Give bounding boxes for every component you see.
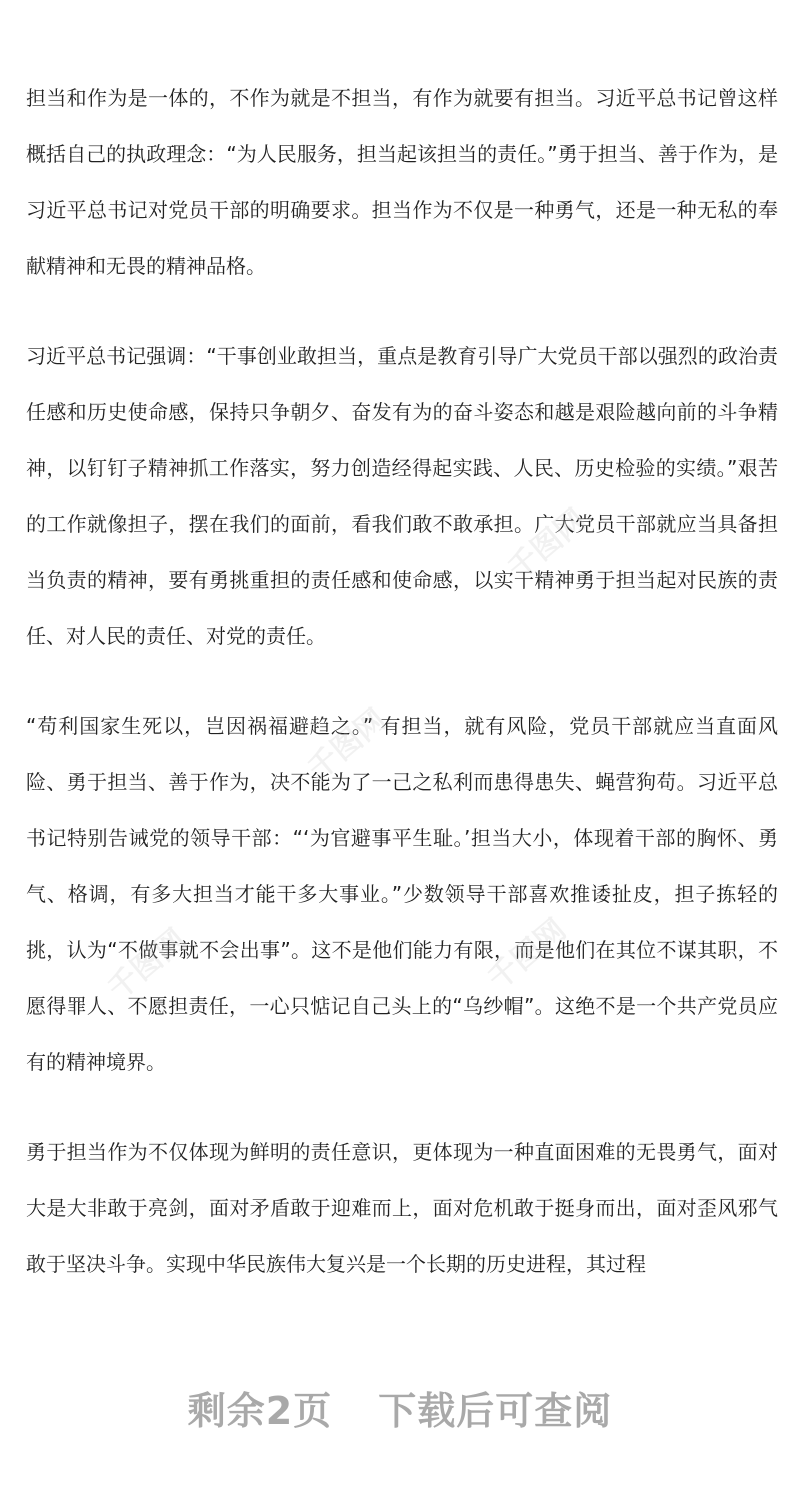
download-to-view-label: 下载后可查阅 xyxy=(378,1389,613,1433)
document-body xyxy=(26,70,778,1326)
watermark: 千图网 xyxy=(501,502,593,588)
download-prompt[interactable] xyxy=(0,1380,800,1435)
paragraph-1: 担当和作为是一体的，不作为就是不担当，有作为就要有担当。习近平总书记曾这样概括自己的执政理念：“为人民服务，担当起该担当的责任。”勇于担当、善于作为，是习近平总书记对党员干部的明确要求。担当作为不仅是一种勇气，还是一种无私的奉献精神和无畏的精神品格。 xyxy=(26,86,778,278)
remaining-pages-label: 剩余2页 xyxy=(187,1389,333,1433)
watermark: 千图网 xyxy=(101,922,193,1008)
paragraph-2: 习近平总书记强调：“干事创业敢担当，重点是教育引导广大党员干部以强烈的政治责任感和历史使命感，保持只争朝夕、奋发有为的奋斗姿态和越是艰险越向前的斗争精神，以钉钉子精神抓工作落实，努力创造经得起实践、人民、历史检验的实绩。”艰苦的工作就像担子，摆在我们的面前，看我们敢不敢承担。广大党员干部就应当具备担当负责的精神，要有勇挑重担的责任感和使命感，以实干精神勇于担当起对民族的责任、对人民的责任、对党的责任。 xyxy=(26,344,778,648)
paragraph-3: “苟利国家生死以，岂因祸福避趋之。” 有担当，就有风险，党员干部就应当直面风险、勇于担当、善于作为，决不能为了一己之私利而患得患失、蝇营狗苟。习近平总书记特别告诫党的领导干部：“‘为官避事平生耻。’担当大小，体现着干部的胸怀、勇气、格调，有多大担当才能干多大事业。”少数领导干部喜欢推诿扯皮，担子拣轻的挑，认为“不做事就不会出事”。这不是他们能力有限，而是他们在其位不谋其职，不愿得罪人、不愿担责任，一心只惦记自己头上的“乌纱帽”。这绝不是一个共产党员应有的精神境界。 xyxy=(26,714,778,1074)
watermark: 千图网 xyxy=(481,912,573,998)
paragraph-4: 勇于担当作为不仅体现为鲜明的责任意识，更体现为一种直面困难的无畏勇气，面对大是大非敢于亮剑，面对矛盾敢于迎难而上，面对危机敢于挺身而出，面对歪风邪气敢于坚决斗争。实现中华民族伟大复兴是一个长期的历史进程，其过程 xyxy=(26,1140,778,1276)
watermark: 千图网 xyxy=(301,702,393,788)
